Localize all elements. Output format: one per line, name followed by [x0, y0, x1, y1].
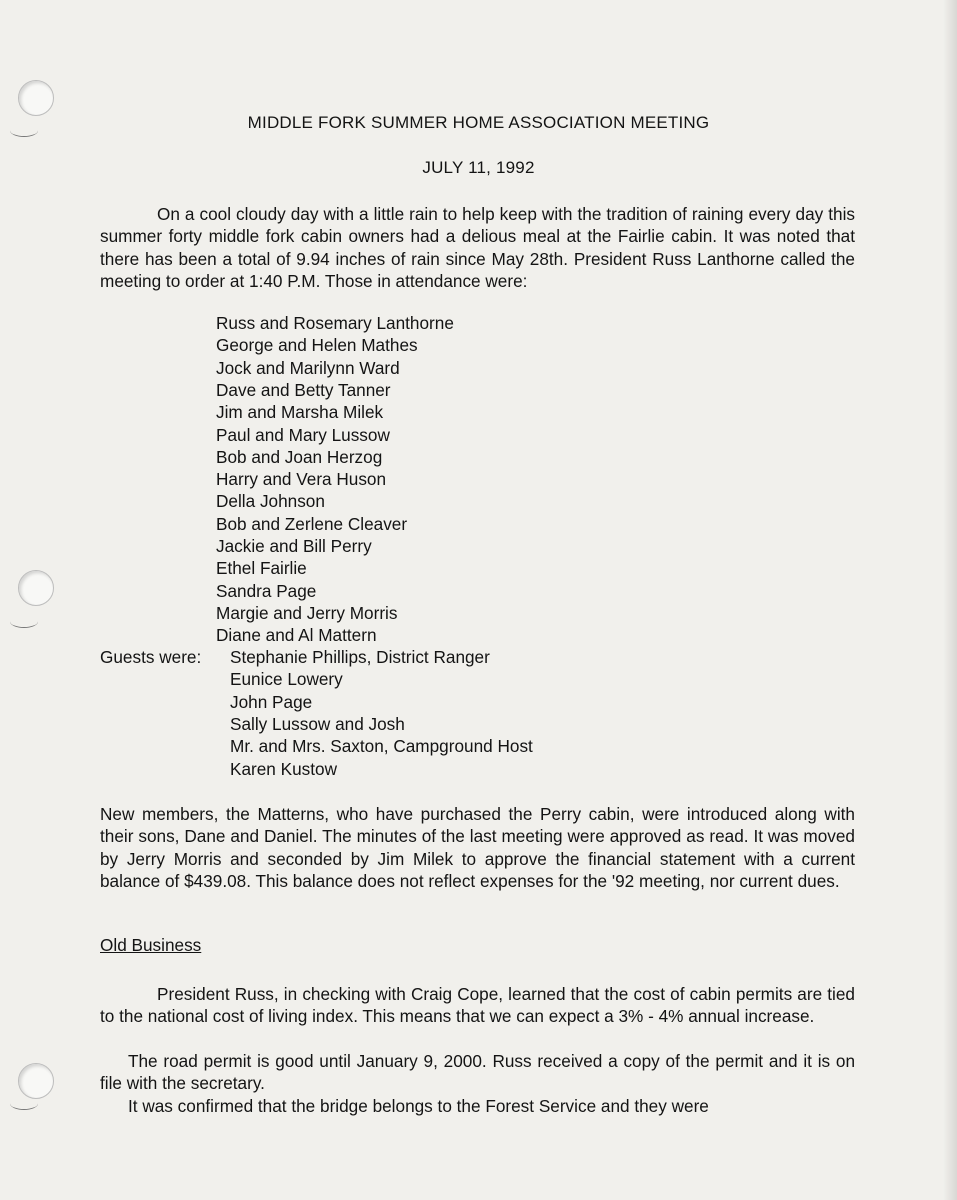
guest-item: Mr. and Mrs. Saxton, Campground Host [230, 736, 533, 757]
old-business-paragraph-3: It was confirmed that the bridge belongs to the Forest Service and they were [128, 1096, 709, 1116]
punch-hole-top [18, 80, 54, 116]
attendee-item: Jock and Marilynn Ward [216, 357, 400, 378]
attendee-item: Harry and Vera Huson [216, 469, 387, 490]
punch-hole-bottom [18, 1063, 54, 1099]
guests-label: Guests were: [100, 647, 202, 667]
attendee-item: Jim and Marsha Milek [216, 402, 384, 423]
page-edge-shadow [943, 0, 957, 1200]
attendee-item: Dave and Betty Tanner [216, 379, 391, 400]
attendee-item: Della Johnson [216, 491, 325, 512]
attendee-item: George and Helen Mathes [216, 335, 418, 356]
old-business-paragraph-1: President Russ, in checking with Craig Cope, learned that the cost of cabin permits are tied to the national cost of living index. This means that we can expect a 3% - 4% annual increase. [100, 984, 855, 1027]
attendee-item: Bob and Zerlene Cleaver [216, 513, 408, 534]
members-paragraph: New members, the Matterns, who have purchased the Perry cabin, were introduced along with their sons, Dane and Daniel. The minutes of the last meeting were approved as read. It was moved by Jerry Morris and seconded by Jim Milek to approve the financial statement with a current balance of $439.08. This balance does not reflect expenses for the '92 meeting, nor current dues. [100, 804, 855, 891]
guest-item: Stephanie Phillips, District Ranger [230, 647, 490, 667]
attendee-item: Ethel Fairlie [216, 558, 307, 579]
attendee-item: Russ and Rosemary Lanthorne [216, 313, 454, 333]
old-business-heading: Old Business [100, 935, 202, 955]
attendee-item: Jackie and Bill Perry [216, 536, 372, 556]
intro-text: On a cool cloudy day with a little rain to help keep with the tradition of raining every day this summer forty middle fork cabin owners had a delious meal at the Fairlie cabin. It was noted that there has been a total of 9.94 inches of rain since May 28th. President Russ Lanthorne called the meeting to order at 1:40 P.M. Those in attendance were: [100, 204, 855, 291]
attendee-item: Margie and Jerry Morris [216, 602, 398, 623]
guest-item: Sally Lussow and Josh [230, 713, 405, 734]
guest-item: John Page [230, 691, 313, 712]
intro-paragraph [100, 203, 855, 292]
old-business-paragraph-2: The road permit is good until January 9, 2000. Russ received a copy of the permit and it is on file with the secretary. [100, 1051, 855, 1094]
attendee-item: Diane and Al Mattern [216, 625, 377, 646]
punch-hole-curl-middle [10, 615, 38, 628]
punch-hole-curl-bottom [10, 1097, 38, 1110]
attendee-item: Paul and Mary Lussow [216, 424, 390, 445]
guest-item: Karen Kustow [230, 758, 338, 779]
guest-item: Eunice Lowery [230, 669, 343, 690]
document-title: MIDDLE FORK SUMMER HOME ASSOCIATION MEETING [247, 113, 710, 132]
punch-hole-middle [18, 570, 54, 606]
document-date: JULY 11, 1992 [422, 158, 535, 177]
attendee-item: Sandra Page [216, 580, 317, 601]
attendee-item: Bob and Joan Herzog [216, 446, 383, 467]
